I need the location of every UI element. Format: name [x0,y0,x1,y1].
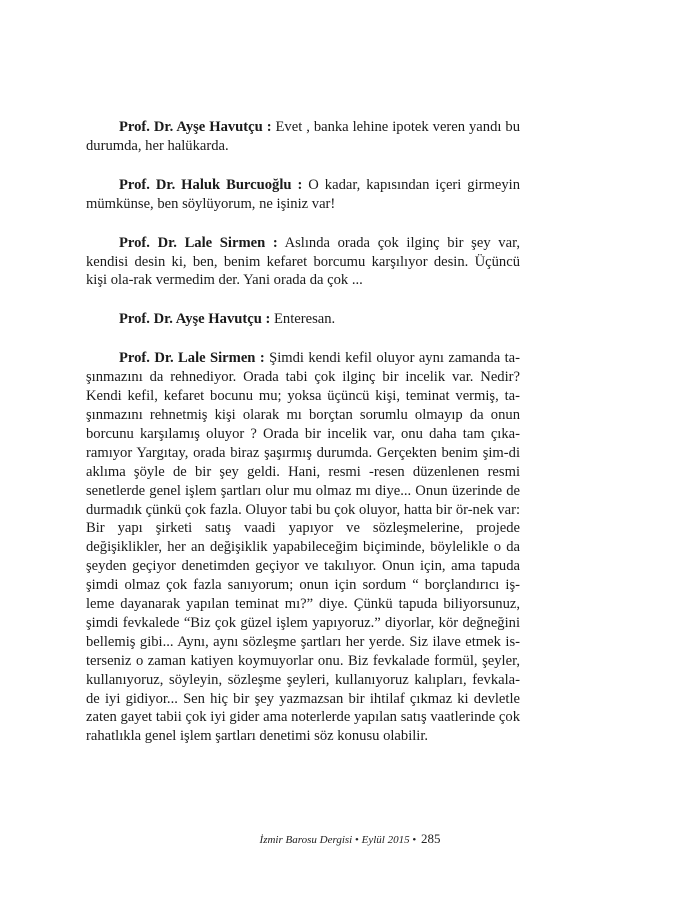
issue-date: Eylül 2015 [361,834,410,846]
paragraph-text: O kadar, kapısından içeri girmeyin mümkünse, ben söylüyorum, ne işiniz var! [86,176,520,212]
paragraph-text: Şimdi kendi kefil oluyor aynı zamanda ta-şınmazını da rehnediyor. Orada tabi çok ilginç bir incelik var. Nedir? Kendi kefil, kefaret bocunu mu; yoksa üçüncü kişi, teminat vermiş, ta-şınmazını rehnetmiş kişi olarak mı borçtan sorumlu olmayıp da onun borcunu karşılamış oluyor ? Orada bir incelik var, onu daha tam çıka-ramıyor Yargıtay, orada biraz şaşırmış durumda. Gerçekten benim şim-di aklıma şöyle de bir şey geldi. Hani, resmi -resen düzenlenen resmi senetlerde genel işlem şartları olur mu olmaz mı diye... Onun üzerinde de durmadık çünkü çok fazla. Oluyor tabi bu çok oluyor, hatta bir ör-nek var: Bir yapı şirketi satış vaadi yapıyor ve sözleşmelerine, projede değişiklikler, her an değişiklik yapabileceğim biçiminde, böylelikle o da şeyden geçiyor denetimden geçiyor ve takılıyor. Onun için, ama tapuda şimdi olmaz çok fazla sanıyorum; onun için sordum “ borçlandırıcı iş-leme dayanarak yapılan teminat mı?” diye. Çünkü tapuda biliyorsunuz, şimdi fevkalede “Biz çok güzel işlem yapıyoruz.” diyorlar, kör değneğini bellemiş gibi... Aynı, aynı sözleşme şartları her yerde. Siz ilave etmek is-terseniz o zaman katiyen koymuyorlar onu. Biz fevkalade formül, şeyler, kullanıyoruz, söyleyin, sözleşme şeyleri, kullanıyoruz kalıpları, fevkala-de iyi gidiyor... Sen hiç bir şey yazmazsan bir ihtilaf çıkmaz ki devletle zaten gayet tabii çok iyi gider ama noterlerde yapılan satış vaatlerinde çok rahatlıkla genel işlem şartları denetimi söz konusu olabilir. [86,350,520,745]
dialogue-paragraph [86,234,520,291]
document-body [86,118,520,766]
footer-separator: • [412,834,417,846]
dialogue-paragraph [86,310,520,329]
footer-separator: • [355,834,359,846]
page-number: 285 [420,831,441,846]
page-footer [0,831,700,847]
paragraph-text: Evet , banka lehine ipotek veren yandı bu durumda, her halükarda. [86,119,520,154]
dialogue-paragraph [86,118,520,156]
paragraph-text: Enteresan. [270,311,336,328]
journal-name: İzmir Barosu Dergisi [259,834,353,846]
dialogue-paragraph [86,349,520,746]
paragraph-text: Aslında orada çok ilginç bir şey var, kendisi desin ki, ben, benim kefaret borcumu karşılıyor desin. Üçüncü kişi ola-rak vermedim der. Yani orada da çok ... [86,234,520,289]
speaker-name: Prof. Dr. Lale Sirmen : [119,350,265,367]
speaker-name: Prof. Dr. Ayşe Havutçu : [119,119,272,135]
dialogue-paragraph [86,176,520,214]
speaker-name: Prof. Dr. Haluk Burcuoğlu : [119,176,303,193]
speaker-name: Prof. Dr. Lale Sirmen : [119,234,278,251]
speaker-name: Prof. Dr. Ayşe Havutçu : [119,311,271,328]
